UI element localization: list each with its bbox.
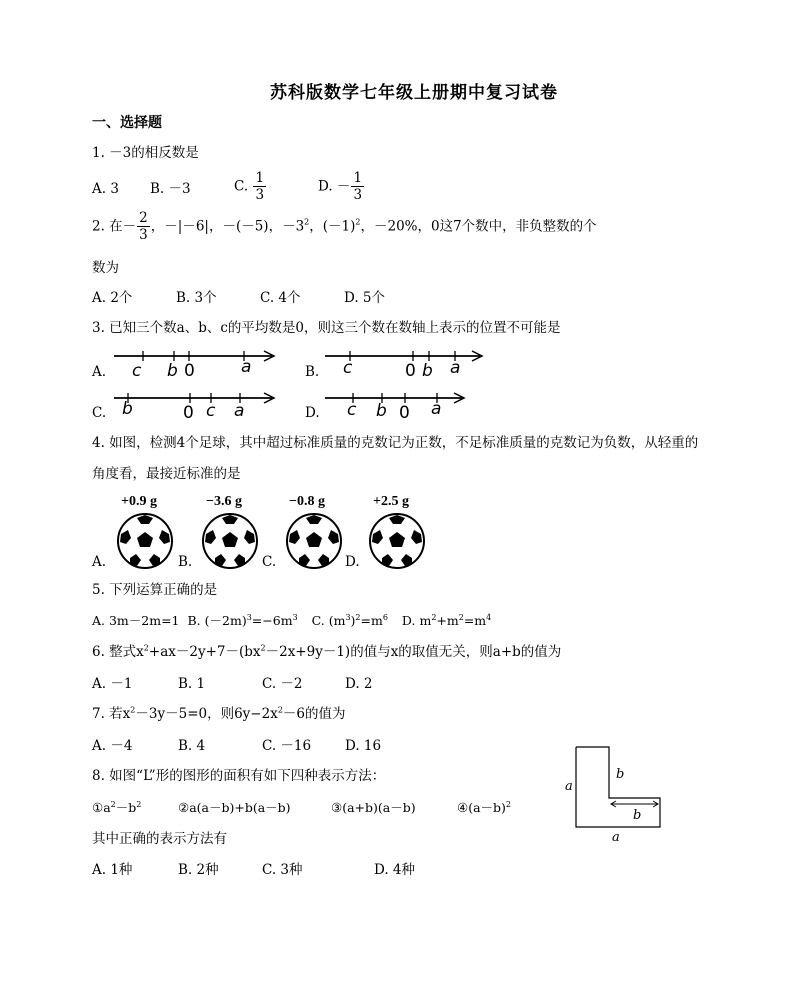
number-line-d	[325, 390, 475, 426]
ball-a-label: +0.9 g	[121, 494, 157, 509]
line-c-label-0: 0	[183, 403, 194, 423]
q8-opt1: $①a^2-b^2$	[92, 799, 142, 815]
q2-option-c: C. 4个	[260, 290, 301, 306]
line-a-label-c: c	[132, 361, 142, 381]
ball-b-label: −3.6 g	[206, 494, 242, 509]
line-b-label-b: b	[422, 361, 433, 381]
q6-option-c: C. －2	[262, 676, 303, 692]
q7-option-d: D. 16	[345, 738, 382, 754]
fig-label-b-arrow: b	[633, 808, 642, 823]
q7-option-c: C. －16	[262, 738, 312, 754]
q8-option-a: A. 1种	[92, 862, 133, 878]
page-title: 苏科版数学七年级上册期中复习试卷	[270, 83, 558, 103]
line-c-label-a: a	[234, 401, 245, 421]
soccer-ball-icon	[201, 512, 259, 570]
q4-option-c: C.	[262, 554, 277, 570]
q3-option-b: B.	[305, 364, 320, 380]
q1-option-d: D. － $\frac{1}{3}$	[318, 170, 363, 204]
line-c-label-b: b	[122, 399, 133, 419]
q8-opt4: $④(a-b)^2$	[457, 799, 512, 815]
fig-label-a-left: a	[565, 779, 573, 794]
line-b-label-a: a	[450, 358, 461, 378]
line-b-label-c: c	[343, 358, 353, 378]
line-c-label-c: c	[206, 401, 216, 421]
q2-stem: 2. 在－ $\frac{2}{3}$ ，－|－6|，－(－5)，$-3^2$，$(-1)^2$，－20%，0这7个数中，非负整数的个	[92, 210, 597, 244]
q4-option-d: D.	[345, 554, 360, 570]
q7-option-b: B. 4	[178, 738, 206, 754]
q3-option-d: D.	[305, 405, 320, 421]
q2-option-d: D. 5个	[344, 290, 386, 306]
q8-opt2: ②a(a－b)+b(a－b)	[178, 800, 291, 815]
q6-stem: 6. 整式$x^2+ax-2y+7-(bx^2-2x+9y-1)$的值与x的取值无关，则a+b的值为	[92, 643, 562, 660]
q6-option-a: A. －1	[92, 676, 133, 692]
q3-option-a: A.	[92, 364, 107, 380]
line-a-label-a: a	[241, 357, 252, 377]
section-heading: 一、选择题	[92, 115, 162, 131]
q7-option-a: A. －4	[92, 738, 133, 754]
q7-stem: 7. 若$x^2-3y-5=0$，则$6y-2x^2-6$的值为	[92, 705, 346, 722]
q1-option-a: A. 3	[92, 181, 119, 197]
q8-option-b: B. 2种	[178, 862, 219, 878]
q5-stem: 5. 下列运算正确的是	[92, 582, 218, 598]
q4-option-a: A.	[92, 554, 107, 570]
q3-option-c: C.	[92, 405, 107, 421]
number-line-a	[114, 348, 279, 384]
soccer-ball-icon	[285, 512, 343, 570]
q1-option-c: C. $\frac{1}{3}$	[234, 170, 265, 204]
q4-stem-line1: 4. 如图，检测4个足球，其中超过标准质量的克数记为正数，不足标准质量的克数记为负数，从轻重的	[92, 435, 699, 451]
q6-option-b: B. 1	[178, 676, 206, 692]
line-b-label-0: 0	[405, 361, 416, 381]
fig-label-b: b	[616, 767, 625, 782]
l-shape-figure	[560, 740, 670, 850]
q8-stem: 8. 如图“L”形的图形的面积有如下四种表示方法：	[92, 768, 386, 784]
number-line-b	[325, 348, 490, 384]
q4-option-b: B.	[178, 554, 193, 570]
soccer-ball-icon	[116, 512, 174, 570]
line-a-label-0: 0	[184, 361, 195, 381]
number-line-c	[114, 390, 279, 426]
q2-option-b: B. 3个	[176, 290, 217, 306]
ball-d-label: +2.5 g	[373, 494, 409, 509]
q8-option-c: C. 3种	[262, 862, 303, 878]
q1-option-b: B. －3	[150, 181, 191, 197]
line-d-label-b: b	[376, 401, 387, 421]
q2-stem-line2: 数为	[92, 260, 119, 276]
ball-c-label: −0.8 g	[289, 494, 325, 509]
line-d-label-a: a	[431, 399, 442, 419]
q5-options: A. 3m－2m=1 B. $(-2m)^3=-6m^3$ C. $(m^3)^2=m^6$ D. $m^2+m^2=m^4$	[92, 612, 492, 628]
q1-stem: 1. －3的相反数是	[92, 145, 199, 161]
line-a-label-b: b	[167, 361, 178, 381]
fig-label-a-bottom: a	[612, 830, 620, 845]
soccer-ball-icon	[368, 512, 426, 570]
q4-stem-line2: 角度看，最接近标准的是	[92, 466, 241, 482]
q8-option-d: D. 4种	[374, 862, 416, 878]
line-d-label-0: 0	[399, 403, 410, 423]
q8-stem-line2: 其中正确的表示方法有	[92, 831, 227, 847]
q3-stem: 3. 已知三个数a、b、c的平均数是0，则这三个数在数轴上表示的位置不可能是	[92, 320, 561, 336]
q8-opt3: ③(a+b)(a－b)	[331, 800, 416, 815]
q2-option-a: A. 2个	[92, 290, 133, 306]
line-d-label-c: c	[347, 400, 357, 420]
q6-option-d: D. 2	[345, 676, 373, 692]
